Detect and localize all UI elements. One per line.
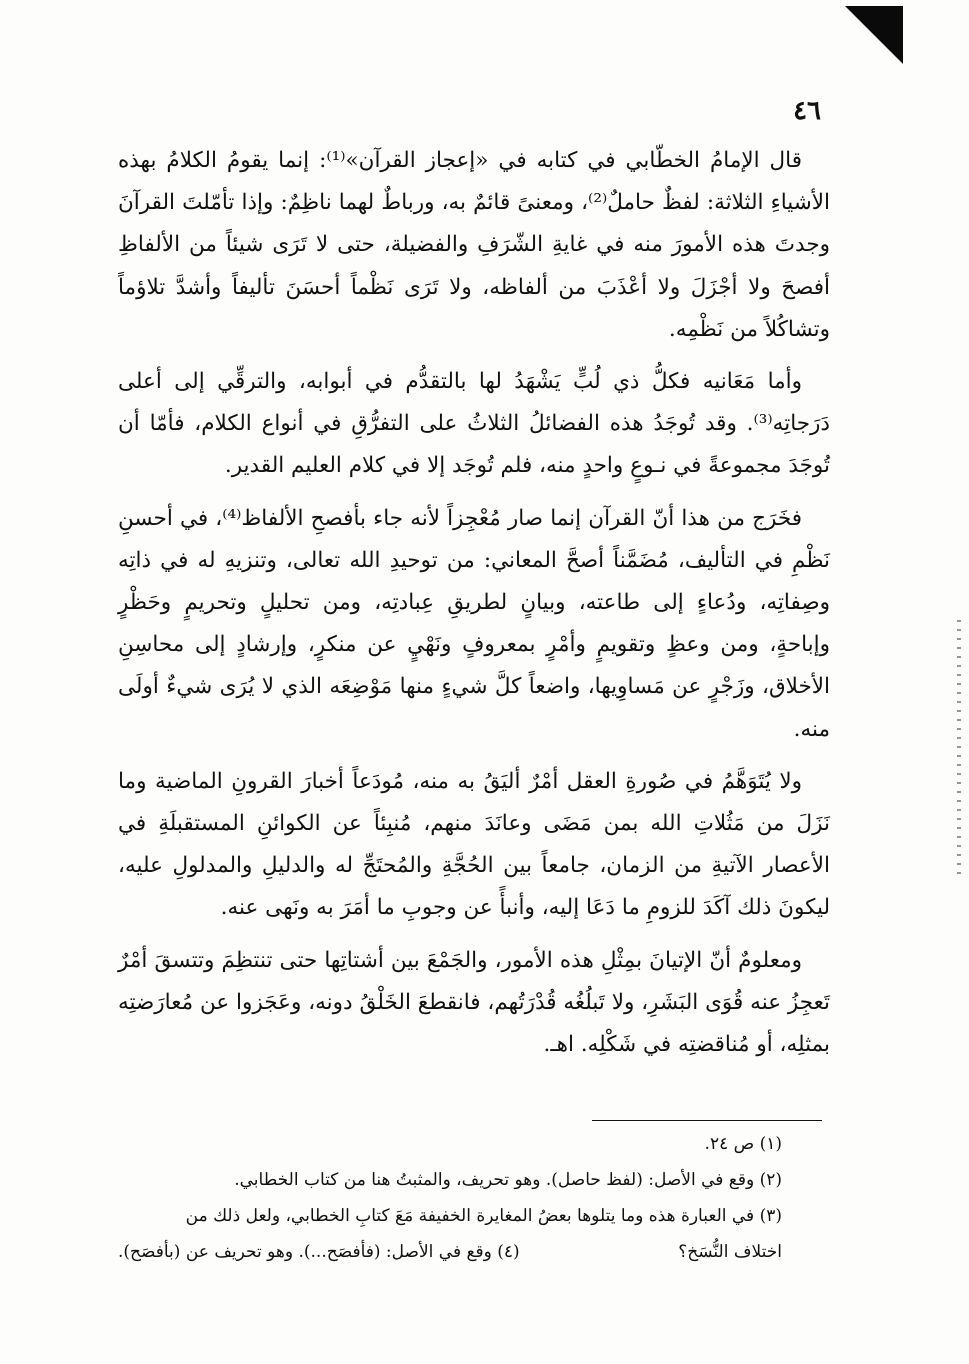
paragraph-4: ولا يُتَوَهَّمُ في صُورةِ العقل أمْرٌ أليَقُ به منه، مُودَعاً أخبارَ القرونِ الماضية وما نَزَلَ من مَثُلاتِ الله بمن مَضَى وعانَدَ منهم، مُنبِئاً عن الكوائنِ المستقبلَةِ في الأعصار الآتيةِ من الزمان، جامعاً بين الحُجَّةِ والمُحتَجِّ له والدليلِ والمدلولِ عليه، ليكونَ ذلك آكَدَ للزومِ ما دَعَا إليه، وأنبأً عن وجوبِ ما أمَرَ به ونَهى عنه. bbox=[118, 768, 830, 921]
paragraph-5: ومعلومٌ أنّ الإتيانَ بمِثْلِ هذه الأمور، والجَمْعَ بين أشتاتِها حتى تنتظِمَ وتتسقَ أمْرٌ تَعجِزُ عنه قُوَى البَشَرِ، ولا تَبلُغُه قُدْرَتُهم، فانقطعَ الخَلْقُ دونه، وعَجَزوا عن مُعارَضتِه بمثلِه، أو مُناقضتِه في شَكْلِه. اهـ. bbox=[118, 947, 830, 1058]
corner-triangle-mark bbox=[845, 6, 903, 64]
footnote-divider bbox=[592, 1120, 822, 1121]
page-number: ٤٦ bbox=[793, 96, 821, 126]
footnote-last-line bbox=[118, 1234, 830, 1270]
paragraph-2: وأما مَعَانيه فكلُّ ذي لُبٍّ يَشْهَدُ لها بالتقدُّم في أبوابه، والترقِّي إلى أعلى دَرَجاتِه⁽³⁾. وقد تُوجَدُ هذه الفضائلُ الثلاثُ على التفرُّقِ في أنواع الكلام، فأمّا أن تُوجَدَ مجموعةً في نـوعٍ واحدٍ منه، فلم تُوجَد إلا في كلام العليم القدير. bbox=[118, 369, 830, 479]
paragraph-3: فخَرَج من هذا أنّ القرآن إنما صار مُعْجِزاً لأنه جاء بأفصحِ الألفاظ⁽⁴⁾، في أحسنِ نَظْمِ في التأليف، مُضَمَّناً أصحَّ المعاني: من توحيدِ الله تعالى، وتنزيهِ له في ذاتِه وصِفاتِه، ودُعاءٍ إلى طاعته، وبيانٍ لطريقِ عِبادتِه، ومن تحليلٍ وتحريمٍ وحَظْرٍ وإباحةٍ، ومن وعظٍ وتقويمٍ وأمْرٍ بمعروفٍ ونَهْيٍ عن منكرٍ، وإرشادٍ إلى محاسِنِ الأخلاق، وزَجْرٍ عن مَساوِيها، واضعاً كلَّ شيءٍ منها مَوْضِعَه الذي لا يُرَى شيءٌ أولَى منه. bbox=[118, 505, 830, 742]
footnote-1: (١) ص ٢٤. bbox=[704, 1134, 782, 1154]
footnote-4: (٤) وقع في الأصل: (فأفصَح...). وهو تحريف عن (بأفصَح). bbox=[118, 1242, 520, 1262]
scan-edge-marks bbox=[957, 620, 961, 880]
footnote-2: (٢) وقع في الأصل: (لفظ حاصل). وهو تحريف، والمثبتُ هنا من كتاب الخطابي. bbox=[234, 1170, 782, 1190]
paragraph-1: قال الإمامُ الخطّابي في كتابه في «إعجاز القرآن»⁽¹⁾: إنما يقومُ الكلامُ بهذه الأشياءِ الثلاثة: لفظٌ حاملٌ⁽²⁾، ومعنىً قائمٌ به، ورباطٌ لهما ناظِمٌ: وإذا تأمّلتَ القرآنَ وجدتَ هذه الأمورَ منه في غايةِ الشّرَفِ والفضيلة، حتى لا تَرَى شيئاً من الألفاظِ أفصحَ ولا أجْزَلَ ولا أعْذَبَ من ألفاظه، ولا تَرَى نَظْماً أحسَنَ تأليفاً وأشدَّ تلاؤماً وتشاكُلاً من نَظْمِه. bbox=[118, 148, 830, 342]
footnote-3-continuation: اختلاف النُّسَخ؟ bbox=[678, 1242, 782, 1262]
footnotes bbox=[118, 1126, 830, 1270]
main-text bbox=[118, 140, 830, 1076]
footnote-3: (٣) في العبارة هذه وما يتلوها بعضُ المغايرة الخفيفة مَعَ كتابِ الخطابي، ولعل ذلك من bbox=[185, 1206, 782, 1226]
